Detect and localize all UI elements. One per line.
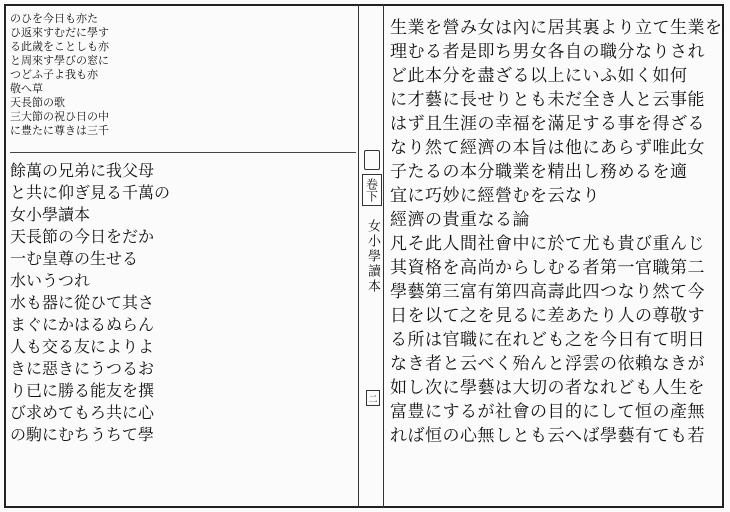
page-folio: 二 [366,390,380,406]
text-line: び求めてもろ共に心 [10,403,155,422]
text-line: なり然て經濟の本旨は他にあらず唯此女 [390,138,705,158]
gutter-rule-left [358,4,359,508]
text-line: 凡そ此人間社會中に於て尤も貴び重んじ [390,234,705,254]
annotation-line: 天長節の歌 [10,96,65,109]
text-line: なき者と云べく殆んと浮雲の依賴なきが [390,354,705,374]
gutter-title: 女小學讀本 [365,218,380,294]
text-line: まぐにかはるぬらん [10,315,155,334]
text-line: 理むる者是即ち男女各自の職分なりされ [390,42,705,62]
volume-label: 卷下 [362,174,382,206]
text-line: 如し次に學藝は大切の者なれども人生を [390,378,705,398]
annotation-line: ひ返來すむだに學す [10,26,109,39]
text-line: 水いうつれ [10,271,91,290]
annotation-line: つどふ子よ我も亦 [10,68,98,81]
upper-annotation-block [10,12,356,153]
text-line: はず且生涯の幸福を滿足する事を得ざる [390,114,705,134]
annotation-line: のひを今日も亦た [10,12,98,25]
annotation-line: る此歲をことしも亦 [10,40,109,53]
annotation-line: 敬へ草 [10,82,43,95]
text-line: 日を以て之を見るに差あたり人の尊敬す [390,306,705,326]
annotation-line: 三大節の祝ひ日の中 [10,110,109,123]
text-line: 人も交る友によりよ [10,337,155,356]
gutter-fishtail-mark [364,150,380,170]
text-line: り已に勝る能友を撰 [10,381,155,400]
text-line: 其資格を高尚からしむる者第一官職第二 [390,258,705,278]
text-line: きに惡きにうつるお [10,359,155,378]
text-line: の駒にむちうちて學 [10,425,154,444]
text-line: る所は官職に在れども之を今日有て明日 [390,330,705,350]
text-line: 富豊にするが社會の目的にして恒の產無 [390,402,705,422]
text-line: ど此本分を盡ざる以上にいふ如く如何 [390,66,688,86]
text-line: 學藝第三富有第四高壽此四つなり然て今 [390,282,705,302]
text-line: 天長節の今日をだか [10,227,155,246]
text-line: 經濟の貴重なる論 [390,210,530,230]
text-line: 餘萬の兄弟に我父母 [10,161,155,180]
annotation-line: と周來す學びの窓に [10,54,109,67]
text-line: 宜に巧妙に經營むを云なり [390,186,600,206]
text-line: 生業を營み女は內に居其裏より立て生業を [390,18,723,38]
annotation-line: に豊たに尊きは三千 [10,124,109,137]
text-line: 女小學讀本 [10,205,91,224]
text-line: 水も器に從ひて其さ [10,293,155,312]
text-line: に才藝に長せりとも未だ全き人と云事能 [390,90,705,110]
text-line: と共に仰ぎ見る千萬の [10,183,171,202]
left-page-text [10,160,356,500]
text-line: 一む皇尊の生せる [10,249,139,268]
right-page-text [384,10,723,502]
text-line: 子たるの本分職業を精出し務めるを適 [390,162,688,182]
text-line: れば恒の心無しとも云へば學藝有ても若 [390,426,705,446]
